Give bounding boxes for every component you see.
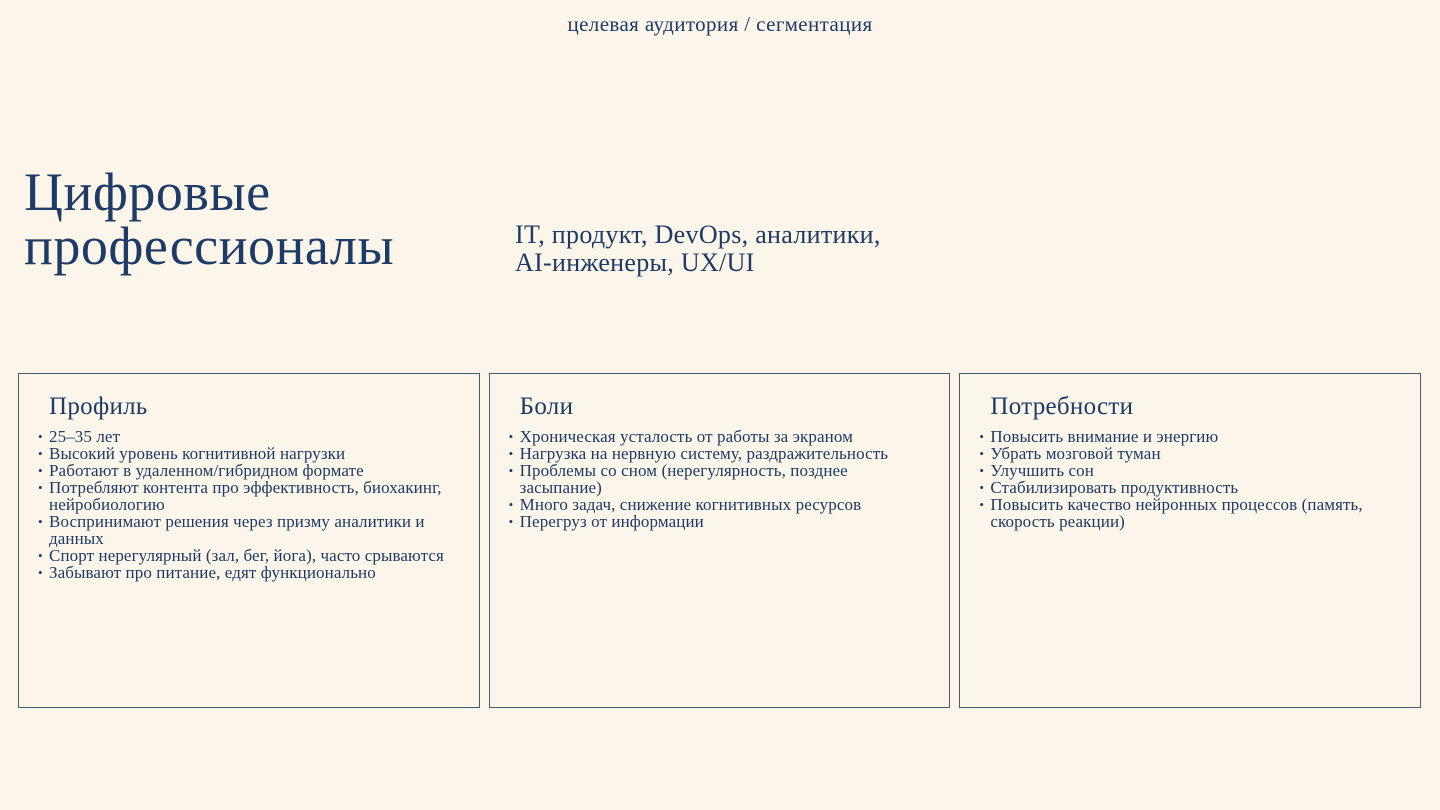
bullet-item: • Забывают про питание, едят функционально xyxy=(49,564,449,581)
card-pains xyxy=(489,373,951,708)
card-needs-list xyxy=(990,428,1390,530)
bullet-item: • Работают в удаленном/гибридном формате xyxy=(49,462,449,479)
card-profile-title: Профиль xyxy=(49,393,148,420)
card-needs xyxy=(959,373,1421,708)
bullet-item: • Улучшить сон xyxy=(990,462,1390,479)
card-pains-list xyxy=(520,428,920,530)
page-title xyxy=(24,162,395,276)
segment-cards xyxy=(18,373,1421,708)
bullet-item: • Перегруз от информации xyxy=(520,513,920,530)
bullet-item: • Потребляют контента про эффективность, биохакинг, нейробиологию xyxy=(49,479,449,513)
page-subtitle xyxy=(515,221,881,277)
bullet-item: • Спорт нерегулярный (зал, бег, йога), часто срываются xyxy=(49,547,449,564)
bullet-item: • 25–35 лет xyxy=(49,428,449,445)
bullet-item: • Воспринимают решения через призму аналитики и данных xyxy=(49,513,449,547)
card-profile-list xyxy=(49,428,449,581)
page-subtitle-line-1: IT, продукт, DevOps, аналитики, xyxy=(515,220,881,249)
bullet-item: • Убрать мозговой туман xyxy=(990,445,1390,462)
header-title: целевая аудитория / сегментация xyxy=(567,12,873,36)
page-title-line-1: Цифровые xyxy=(24,162,271,222)
card-pains-title: Боли xyxy=(519,393,574,420)
bullet-item: • Повысить внимание и энергию xyxy=(990,428,1390,445)
bullet-item: • Высокий уровень когнитивной нагрузки xyxy=(49,445,449,462)
bullet-item: • Хроническая усталость от работы за экраном xyxy=(520,428,920,445)
card-needs-title: Потребности xyxy=(990,393,1134,420)
bullet-item: • Проблемы со сном (нерегулярность, позднее засыпание) xyxy=(520,462,920,496)
page-subtitle-line-2: AI-инженеры, UX/UI xyxy=(515,248,755,277)
page-title-line-2: профессионалы xyxy=(24,216,395,276)
bullet-item: • Нагрузка на нервную систему, раздражительность xyxy=(520,445,920,462)
bullet-item: • Повысить качество нейронных процессов (память, скорость реакции) xyxy=(990,496,1390,530)
bullet-item: • Много задач, снижение когнитивных ресурсов xyxy=(520,496,920,513)
bullet-item: • Стабилизировать продуктивность xyxy=(990,479,1390,496)
slide-header xyxy=(0,12,1440,37)
card-profile xyxy=(18,373,480,708)
